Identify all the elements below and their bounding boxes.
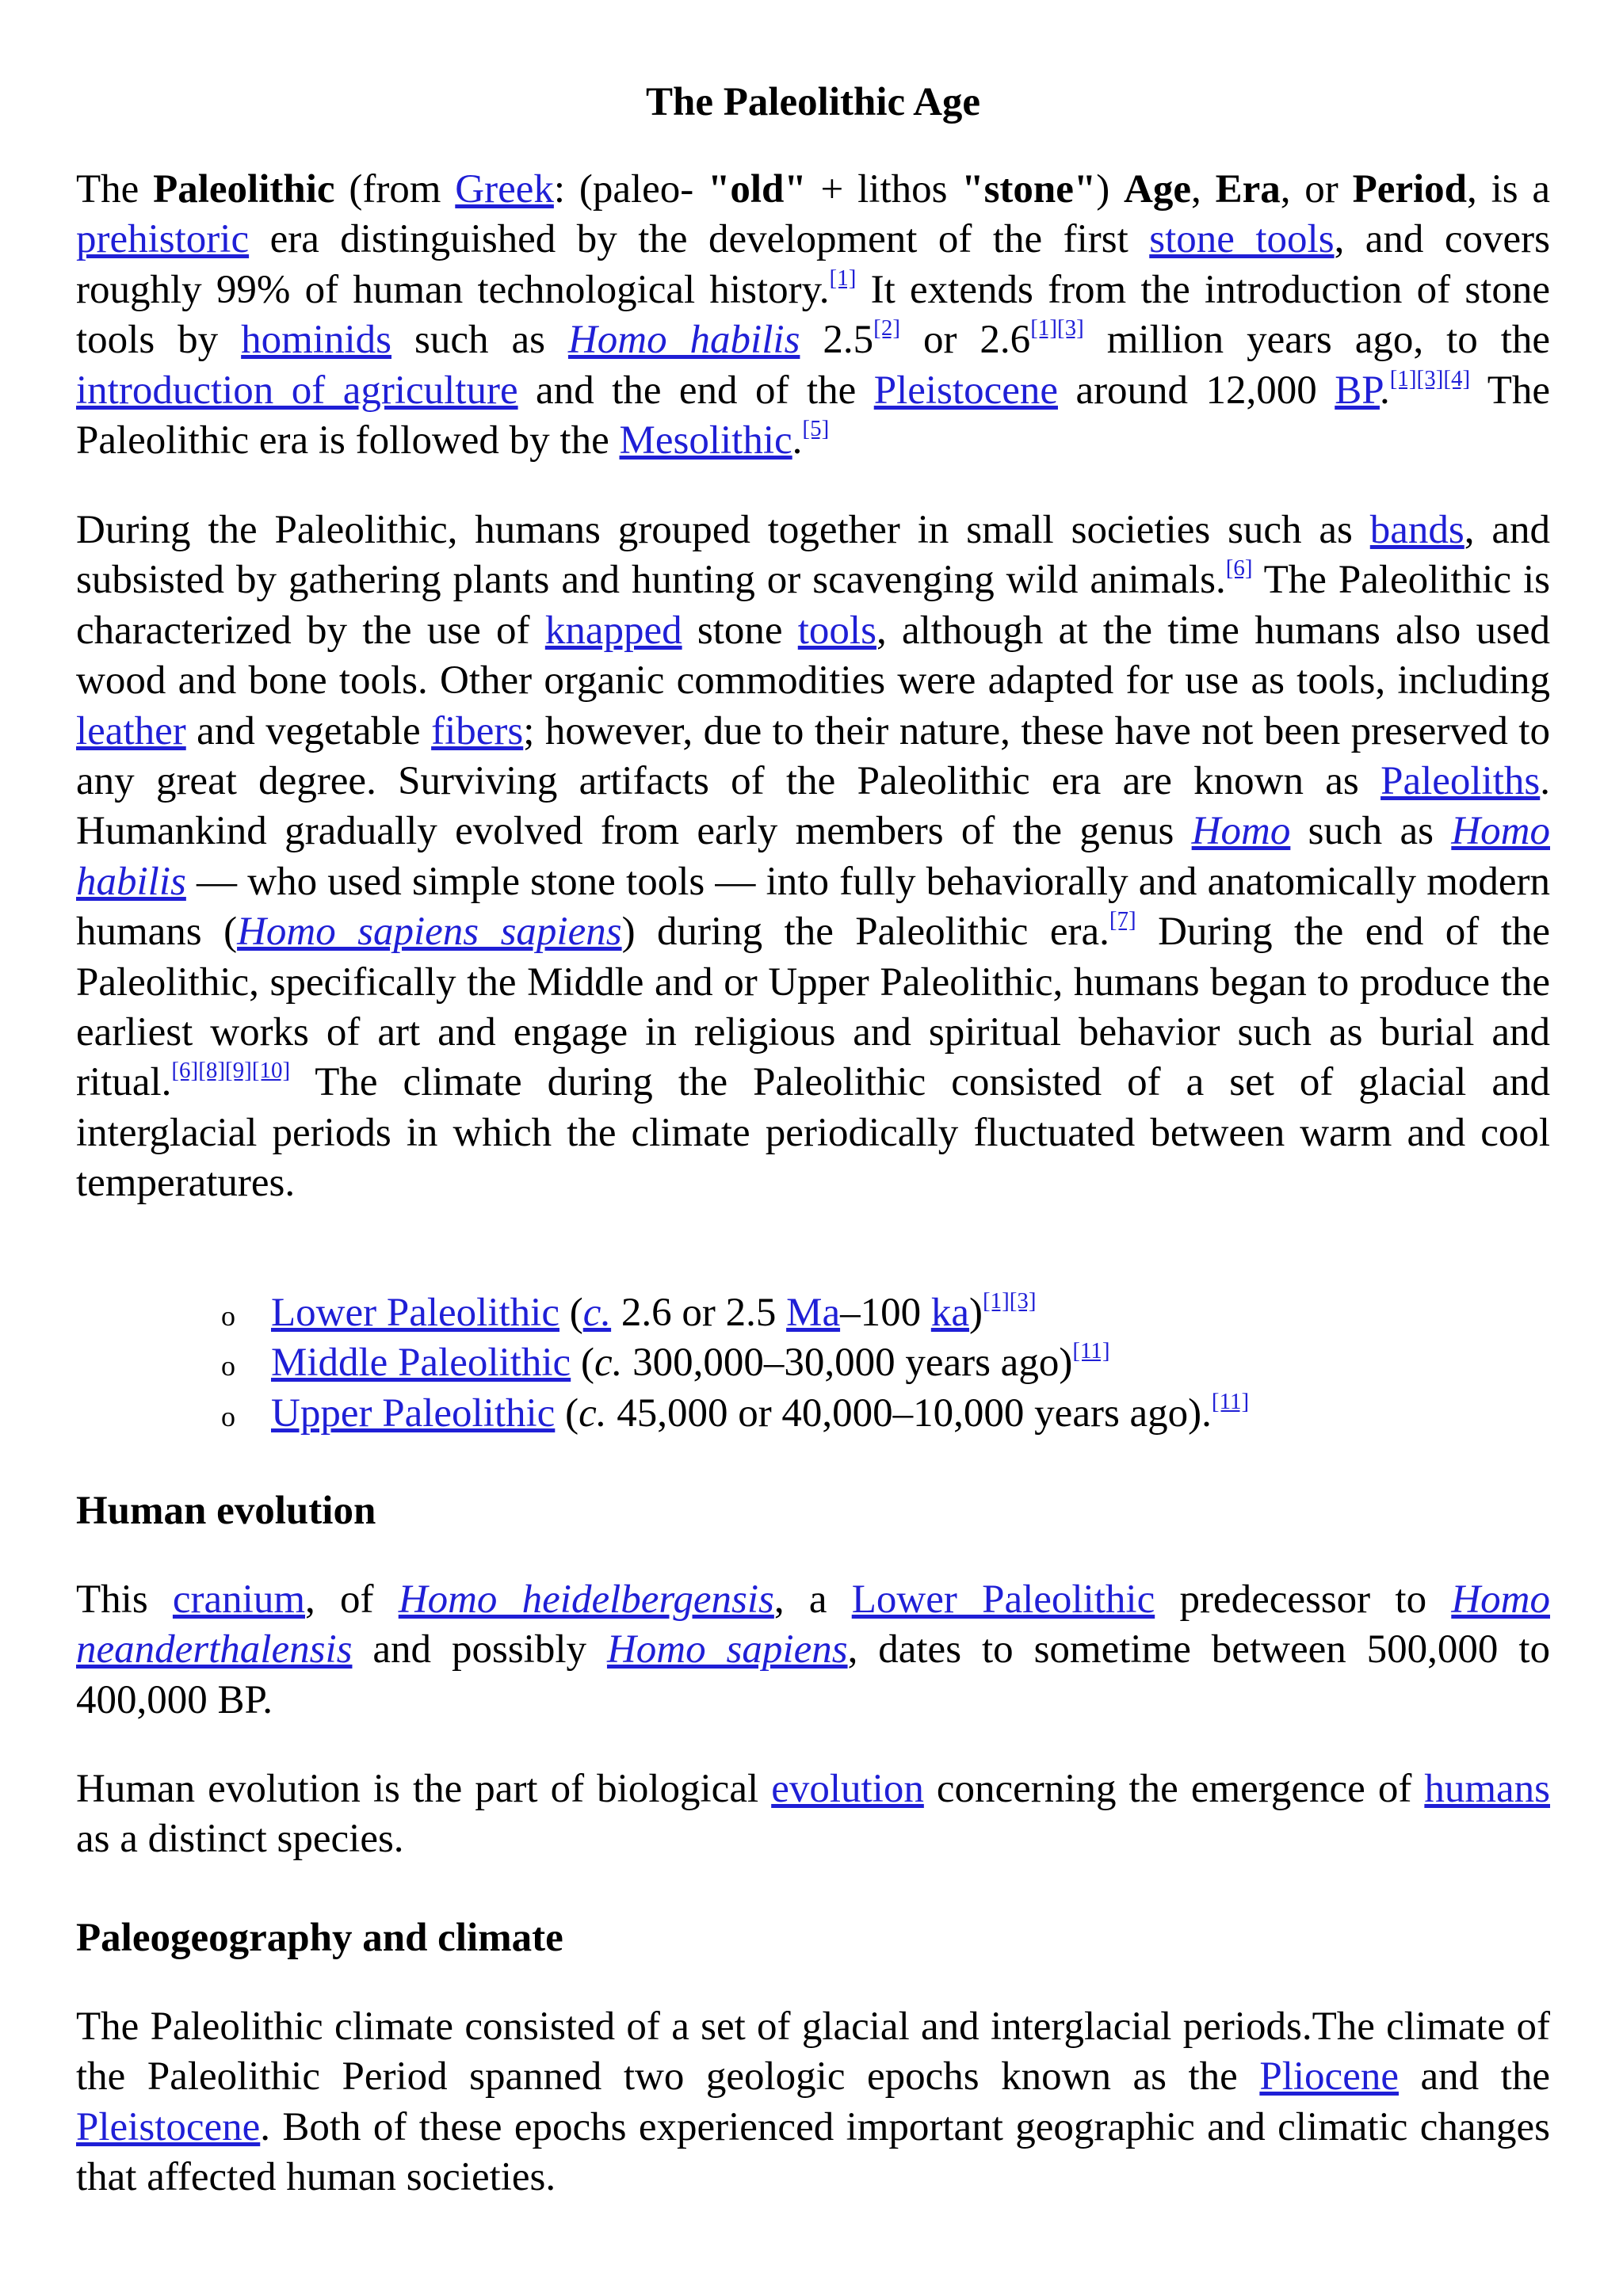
text: The xyxy=(76,167,154,212)
link-prehistoric[interactable]: prehistoric xyxy=(76,217,250,262)
society-paragraph xyxy=(76,505,1550,1209)
citation-link[interactable]: [6][8][9][10] xyxy=(171,1058,291,1084)
text: era distinguished by the development of the first xyxy=(249,217,1150,262)
bold-term: "stone" xyxy=(961,167,1097,212)
text: stone xyxy=(682,608,798,653)
bold-term: Age xyxy=(1124,167,1191,212)
text: This xyxy=(76,1577,173,1622)
link-fibers[interactable]: fibers xyxy=(431,708,524,753)
circa-text: c. xyxy=(579,1390,607,1436)
text: , dates to sometime between 500,000 to 400,000 BP. xyxy=(76,1627,1551,1722)
text: –100 xyxy=(840,1291,931,1335)
text: , or xyxy=(1280,167,1353,212)
text: ) xyxy=(968,1291,983,1335)
evolution-paragraph xyxy=(76,1764,1550,1865)
link-lower-paleolithic[interactable]: Lower Paleolithic xyxy=(271,1291,559,1335)
link-hominids[interactable]: hominids xyxy=(241,318,392,363)
bold-term: Period xyxy=(1352,167,1468,212)
text: , a xyxy=(773,1577,852,1622)
link-mesolithic[interactable]: Mesolithic xyxy=(619,418,792,463)
link-pleistocene[interactable]: Pleistocene xyxy=(873,368,1058,413)
list-item xyxy=(76,1338,1249,1388)
citation-link[interactable]: [1][3] xyxy=(982,1288,1037,1314)
link-greek[interactable]: Greek xyxy=(455,167,554,212)
citation-link[interactable]: [6] xyxy=(1225,555,1253,582)
link-middle-paleolithic[interactable]: Middle Paleolithic xyxy=(271,1341,571,1386)
text: 2.6 or 2.5 xyxy=(611,1291,787,1335)
text: and the end of the xyxy=(517,368,874,413)
citation-link[interactable]: [11] xyxy=(1072,1338,1110,1364)
text: The Paleolithic climate consisted of a set of glacial and interglacial periods.The climate of the Paleolithic Period spanned two geologic epochs known as the xyxy=(76,2004,1550,2100)
link-introduction-of-agriculture[interactable]: introduction of agriculture xyxy=(76,368,518,413)
section-heading-human-evolution: Human evolution xyxy=(76,1489,376,1533)
text: ) during the Paleolithic era. xyxy=(621,910,1109,955)
bold-term: Paleolithic xyxy=(153,167,335,212)
link-bp[interactable]: BP xyxy=(1335,368,1380,413)
text: (from xyxy=(334,167,456,212)
text: ) xyxy=(1096,167,1125,212)
link-homo-habilis[interactable]: Homo habilis xyxy=(567,318,800,363)
text: predecessor to xyxy=(1155,1577,1452,1622)
bold-term: "old" xyxy=(708,167,807,212)
text: During the end of the Paleolithic, specifically the Middle and or Upper Paleolithic, humans began to produce the earliest works of art and engage in religious and spiritual behavior such as burial and ritual. xyxy=(76,910,1550,1105)
periods-list xyxy=(76,1288,1249,1439)
text: and the xyxy=(1398,2054,1550,2100)
citation-link[interactable]: [1] xyxy=(829,265,857,291)
text: million years ago, to the xyxy=(1083,318,1551,363)
text: 45,000 or 40,000–10,000 years ago). xyxy=(606,1390,1212,1436)
text: ( xyxy=(555,1390,579,1436)
link-lower-paleolithic[interactable]: Lower Paleolithic xyxy=(851,1577,1155,1622)
text: The climate during the Paleolithic consisted of a set of glacial and interglacial periods in which the climate periodically fluctuated between warm and cool temperatures. xyxy=(76,1060,1550,1206)
link-paleoliths[interactable]: Paleoliths xyxy=(1381,759,1541,804)
bullet-icon: o xyxy=(221,1300,235,1332)
text: ( xyxy=(559,1291,583,1335)
text: around 12,000 xyxy=(1057,368,1335,413)
text: The Paleolithic is characterized by the use of xyxy=(76,558,1550,653)
link-stone-tools[interactable]: stone tools xyxy=(1149,217,1335,262)
citation-link[interactable]: [1][3][4] xyxy=(1389,365,1471,391)
text: and possibly xyxy=(352,1627,607,1672)
text: Human evolution is the part of biological xyxy=(76,1767,772,1811)
circa-text: c. xyxy=(594,1341,623,1386)
text: The Paleolithic era is followed by the xyxy=(76,368,1550,463)
link-homo-sapiens-sapiens[interactable]: Homo sapiens sapiens xyxy=(237,910,622,955)
text: During the Paleolithic, humans grouped together in small societies such as xyxy=(76,508,1370,552)
bold-term: Era xyxy=(1215,167,1281,212)
link-ma[interactable]: Ma xyxy=(786,1291,841,1335)
text: , although at the time humans also used wood and bone tools. Other organic commodities were adapted for use as tools, including xyxy=(76,608,1550,704)
text: . Both of these epochs experienced important geographic and climatic changes that affected human societies. xyxy=(76,2104,1550,2200)
link-upper-paleolithic[interactable]: Upper Paleolithic xyxy=(271,1390,556,1436)
text: 300,000–30,000 years ago) xyxy=(622,1341,1073,1386)
link-circa[interactable]: c. xyxy=(582,1291,612,1335)
climate-paragraph xyxy=(76,2002,1550,2203)
text: + lithos xyxy=(806,167,962,212)
link-pleistocene[interactable]: Pleistocene xyxy=(76,2104,261,2149)
text: , and subsisted by gathering plants and hunting or scavenging wild animals. xyxy=(76,508,1550,603)
page-title: The Paleolithic Age xyxy=(645,80,981,124)
bullet-icon: o xyxy=(221,1350,235,1383)
text: such as xyxy=(1290,809,1452,854)
text: , is a xyxy=(1467,167,1551,212)
citation-link[interactable]: [11] xyxy=(1211,1388,1250,1414)
text: — who used simple stone tools — into fully behaviorally and anatomically modern humans ( xyxy=(76,859,1550,955)
link-homo-habilis[interactable]: Homo habilis xyxy=(76,809,1550,904)
citation-link[interactable]: [5] xyxy=(802,416,830,442)
text: 2.5 xyxy=(800,318,874,363)
link-knapped[interactable]: knapped xyxy=(544,608,682,653)
list-item xyxy=(76,1288,1249,1338)
text: , and covers roughly 99% of human technological history. xyxy=(76,217,1550,312)
link-evolution[interactable]: evolution xyxy=(771,1767,924,1811)
link-leather[interactable]: leather xyxy=(76,708,186,753)
link-humans[interactable]: humans xyxy=(1424,1767,1551,1811)
text: . xyxy=(1379,368,1390,413)
citation-link[interactable]: [2] xyxy=(873,315,900,341)
bullet-icon: o xyxy=(221,1400,235,1432)
text: . Humankind gradually evolved from early members of the genus xyxy=(76,759,1550,854)
text: : (paleo- xyxy=(553,167,708,212)
text: or 2.6 xyxy=(899,318,1031,363)
text: , xyxy=(1191,167,1216,212)
text: . xyxy=(792,418,803,463)
link-tools[interactable]: tools xyxy=(797,608,876,653)
link-pliocene[interactable]: Pliocene xyxy=(1259,2054,1399,2100)
section-heading-paleogeography: Paleogeography and climate xyxy=(76,1916,563,1960)
list-item xyxy=(76,1389,1249,1439)
link-homo[interactable]: Homo xyxy=(1191,809,1291,854)
link-ka[interactable]: ka xyxy=(930,1291,969,1335)
text: and vegetable xyxy=(185,708,432,753)
intro-paragraph xyxy=(76,165,1550,466)
link-homo-neanderthalensis[interactable]: Homo neanderthalensis xyxy=(76,1577,1550,1672)
citation-link[interactable]: [7] xyxy=(1109,907,1136,933)
text: It extends from the introduction of stone tools by xyxy=(76,267,1550,363)
cranium-paragraph xyxy=(76,1575,1550,1726)
link-cranium[interactable]: cranium xyxy=(172,1577,306,1622)
link-homo-heidelbergensis[interactable]: Homo heidelbergensis xyxy=(398,1577,774,1622)
text: such as xyxy=(391,318,568,363)
text: ; however, due to their nature, these have not been preserved to any great degree. Surviving artifacts of the Paleolithic era are known as xyxy=(76,708,1550,804)
link-bands[interactable]: bands xyxy=(1369,508,1465,552)
text: , of xyxy=(305,1577,399,1622)
text: as a distinct species. xyxy=(76,1817,404,1862)
citation-link[interactable]: [1][3] xyxy=(1030,315,1084,341)
text: ( xyxy=(571,1341,594,1386)
link-homo-sapiens[interactable]: Homo sapiens xyxy=(606,1627,848,1672)
text: concerning the emergence of xyxy=(923,1767,1425,1811)
